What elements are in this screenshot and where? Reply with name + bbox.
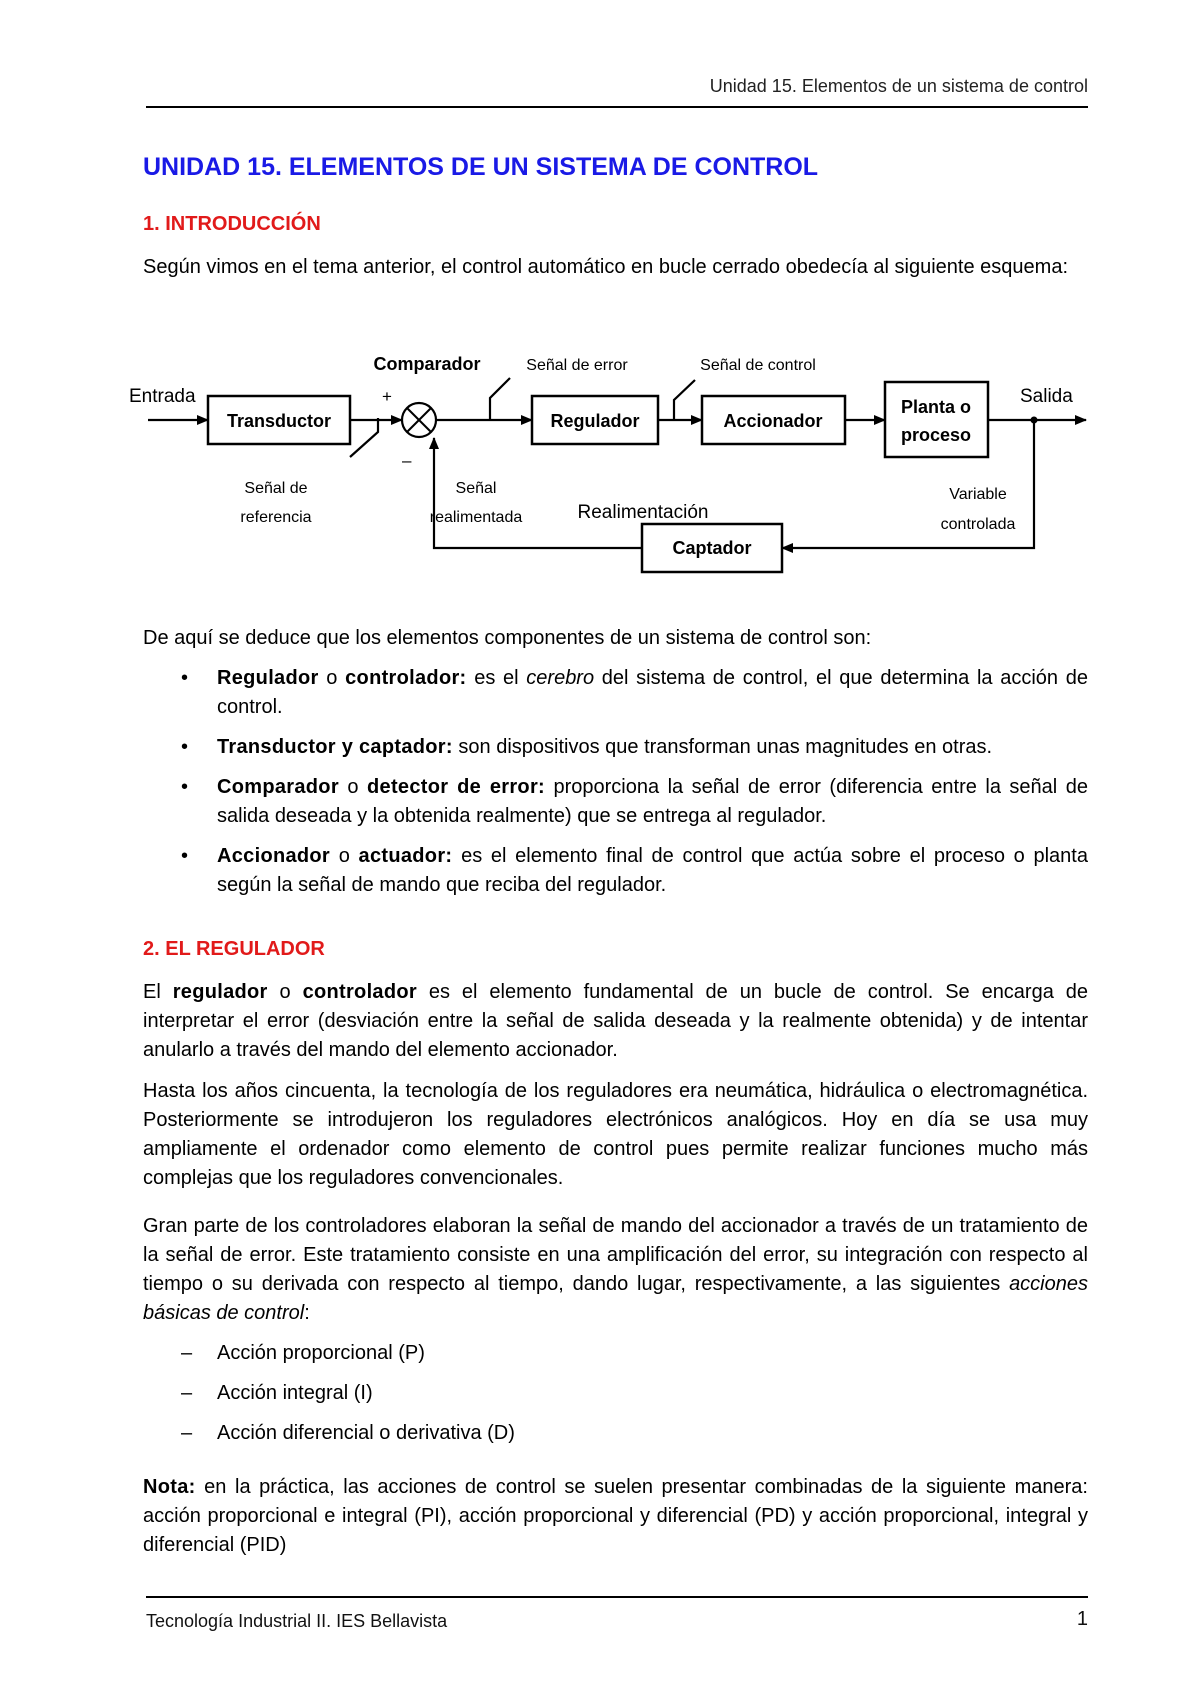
list-item xyxy=(143,664,1088,722)
error-signal-label: Señal de error xyxy=(526,357,628,374)
bullet-icon: • xyxy=(181,776,189,798)
running-header: Unidad 15. Elementos de un sistema de control xyxy=(709,76,1088,96)
control-loop-diagram xyxy=(120,340,1100,590)
text: en la práctica, las acciones de control se suelen presentar combinadas de la siguiente manera: acción proporcional e integral (PI), acción proporcional y diferencial (PD) y acción proporcional, integral y diferencial (PID) xyxy=(143,1476,1088,1556)
dash-icon: – xyxy=(181,1382,193,1404)
header-rule xyxy=(146,106,1088,108)
control-signal-label: Señal de control xyxy=(700,357,816,374)
connector: o xyxy=(330,845,359,867)
feedback-label: Realimentación xyxy=(577,502,709,523)
connector: o xyxy=(338,776,368,798)
bullet-icon: • xyxy=(181,667,189,689)
section-2-heading: 2. EL REGULADOR xyxy=(143,938,325,960)
components-intro: De aquí se deduce que los elementos componentes de un sistema de control son: xyxy=(143,627,872,649)
comparador-label: Comparador xyxy=(373,354,481,374)
bullet-icon: • xyxy=(181,736,189,758)
connector: o xyxy=(267,981,303,1003)
regulator-paragraph-3 xyxy=(143,1212,1088,1328)
reference-label-line1: Señal de xyxy=(244,480,308,497)
section-1-heading: 1. INTRODUCCIÓN xyxy=(143,213,321,235)
variable-label-line2: controlada xyxy=(940,516,1016,533)
list-item xyxy=(143,1379,515,1408)
emphasis: cerebro xyxy=(526,667,595,689)
page-number: 1 xyxy=(1076,1608,1088,1630)
document-title: UNIDAD 15. ELEMENTOS DE UN SISTEMA DE CONTROL xyxy=(143,153,819,181)
control-actions-list xyxy=(143,1339,515,1448)
planta-label-line2: proceso xyxy=(900,425,972,445)
accionador-label: Accionador xyxy=(723,411,823,431)
list-item xyxy=(143,842,1088,900)
components-list xyxy=(143,664,1088,900)
regulador-label: Regulador xyxy=(550,411,640,431)
term: actuador: xyxy=(358,845,453,867)
term: detector de error: xyxy=(367,776,545,798)
feedback-signal-line2: realimentada xyxy=(429,509,523,526)
text: es el elemento final de control que actúa sobre el proceso o planta según la señal de mando que reciba del regulador. xyxy=(217,845,1088,896)
feedback-signal-line1: Señal xyxy=(455,480,497,497)
reference-leader xyxy=(350,418,378,457)
text: son dispositivos que transforman unas magnitudes en otras. xyxy=(452,736,993,758)
list-item xyxy=(143,773,1088,831)
note-paragraph xyxy=(143,1473,1088,1560)
text: Gran parte de los controladores elaboran la señal de mando del accionador a través de un tratamiento de la señal de error. Este tratamiento consiste en una amplificación del error, su integración con respecto al tiempo o su derivada con respecto al tiempo, dando lugar, respectivamente, a las siguientes xyxy=(143,1215,1088,1295)
text: es el xyxy=(466,667,527,689)
emphasis: acciones básicas de control xyxy=(143,1273,1088,1324)
text: es el elemento fundamental de un bucle de control. Se encarga de interpretar el error (desviación entre la señal de salida deseada y la realmente obtenida) y de intentar anularlo a través del mando del elemento accionador. xyxy=(143,981,1088,1061)
captador-label: Captador xyxy=(672,538,752,558)
regulator-paragraph-1 xyxy=(143,978,1088,1065)
list-item xyxy=(143,1339,515,1368)
regulator-paragraph-2: Hasta los años cincuenta, la tecnología de los reguladores era neumática, hidráulica o electromagnética. Posteriormente se introdujeron los reguladores electrónicos analógicos. Hoy en día se usa muy ampliamente el ordenador como elemento de control pues permite realizar funciones mucho más complejas que los reguladores convencionales. xyxy=(143,1080,1088,1189)
text: : xyxy=(304,1302,310,1324)
action-label: Acción integral (I) xyxy=(217,1382,373,1404)
input-label: Entrada xyxy=(129,386,196,407)
variable-label-line1: Variable xyxy=(949,486,1007,503)
intro-paragraph: Según vimos en el tema anterior, el control automático en bucle cerrado obedecía al siguiente esquema: xyxy=(143,256,1068,278)
term: Comparador xyxy=(217,776,339,798)
text: del sistema de control, el que determina la acción de control. xyxy=(217,667,1088,718)
footer-text: Tecnología Industrial II. IES Bellavista xyxy=(146,1611,448,1631)
planta-label-line1: Planta o xyxy=(900,397,972,417)
bullet-icon: • xyxy=(181,845,189,867)
minus-sign: – xyxy=(402,451,412,470)
dash-icon: – xyxy=(181,1422,193,1444)
takeoff-point xyxy=(1031,417,1038,424)
term: Transductor y captador: xyxy=(217,736,453,758)
error-leader xyxy=(490,378,510,419)
term: controlador xyxy=(302,981,417,1003)
action-label: Acción proporcional (P) xyxy=(217,1342,425,1364)
list-item xyxy=(143,1419,515,1448)
list-item xyxy=(143,733,1088,762)
footer-rule xyxy=(146,1596,1088,1598)
term: Regulador xyxy=(217,667,319,689)
connector: o xyxy=(318,667,346,689)
note-label: Nota: xyxy=(143,1476,196,1498)
planta-block xyxy=(885,382,988,457)
plus-sign: + xyxy=(382,387,392,406)
term: Accionador xyxy=(217,845,331,867)
output-label: Salida xyxy=(1020,386,1073,407)
term: controlador: xyxy=(345,667,467,689)
text: proporciona la señal de error (diferencia entre la señal de salida deseada y la obtenida realmente) que se entrega al regulador. xyxy=(217,776,1088,827)
control-leader xyxy=(674,380,695,419)
action-label: Acción diferencial o derivativa (D) xyxy=(217,1422,515,1444)
dash-icon: – xyxy=(181,1342,193,1364)
reference-label-line2: referencia xyxy=(240,509,312,526)
text: El xyxy=(143,981,173,1003)
comparator-circle xyxy=(402,403,436,437)
term: regulador xyxy=(172,981,268,1003)
transductor-label: Transductor xyxy=(226,411,332,431)
